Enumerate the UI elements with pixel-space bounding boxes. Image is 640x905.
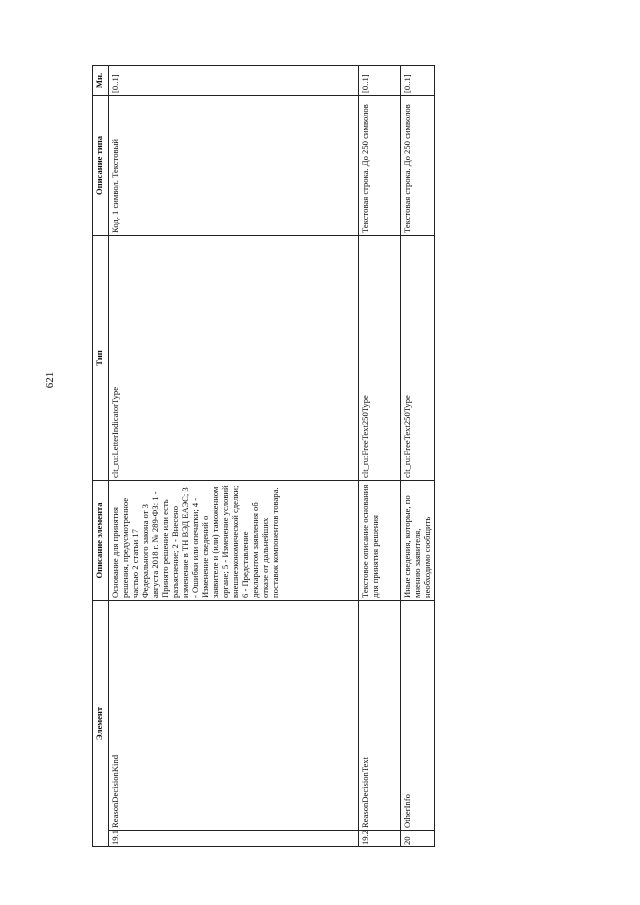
- table-container: [92, 66, 432, 847]
- element-description: Основание для принятия решения, предусмотренное частью 2 статьи 17 Федерального закона от 3 августа 2018 г. № 289-ФЗ: 1 - Принято решение или есть разъяснение; 2 - Внесено изменение в ТН ВЭД ЕАЭС; 3 - Ошибки или опечатки; 4 - Изменение сведений о заявителе и (или) таможенном органе; 5 - Изменение условий внешнеэкономической сделки; 6 - Представление декларантом заявления об отказе от дальнейших поставок компонентов товара.: [109, 480, 359, 600]
- element-multiplicity: [0..1]: [109, 65, 359, 95]
- element-type: clt_ru:FreeText250Type: [401, 235, 435, 480]
- header-element: Элемент: [93, 600, 109, 846]
- element-description: Иные сведения, которые, по мнению заявителя, необходимо сообщить: [401, 480, 435, 600]
- row-number: 19.1: [109, 831, 359, 847]
- element-name: ReasonDecisionKind: [109, 600, 359, 830]
- element-type-description: Код. 1 символ. Текстовый: [109, 95, 359, 235]
- row-number: 20: [401, 831, 435, 847]
- element-type: clt_ru:LetterIndicatorType: [109, 235, 359, 480]
- rotated-table-frame: [92, 66, 432, 847]
- element-description: Текстовое описание основания для принятия решения: [359, 480, 401, 600]
- header-multiplicity: Мн.: [93, 65, 109, 95]
- element-type-description: Текстовая строка. До 250 символов: [359, 95, 401, 235]
- element-multiplicity: [0..1]: [401, 65, 435, 95]
- element-name: OtherInfo: [401, 600, 435, 830]
- element-spec-table: [92, 65, 435, 847]
- table-row: [401, 65, 435, 846]
- header-type-description: Описание типа: [93, 95, 109, 235]
- header-type: Тип: [93, 235, 109, 480]
- element-type: clt_ru:FreeText250Type: [359, 235, 401, 480]
- element-type-description: Текстовая строка. До 250 символов: [401, 95, 435, 235]
- table-row: [109, 65, 359, 846]
- element-name: ReasonDecisionText: [359, 600, 401, 830]
- header-description: Описание элемента: [93, 480, 109, 600]
- table-header-row: [93, 65, 109, 846]
- element-multiplicity: [0..1]: [359, 65, 401, 95]
- page-number: 621: [44, 371, 56, 389]
- row-number: 19.2: [359, 831, 401, 847]
- table-row: [359, 65, 401, 846]
